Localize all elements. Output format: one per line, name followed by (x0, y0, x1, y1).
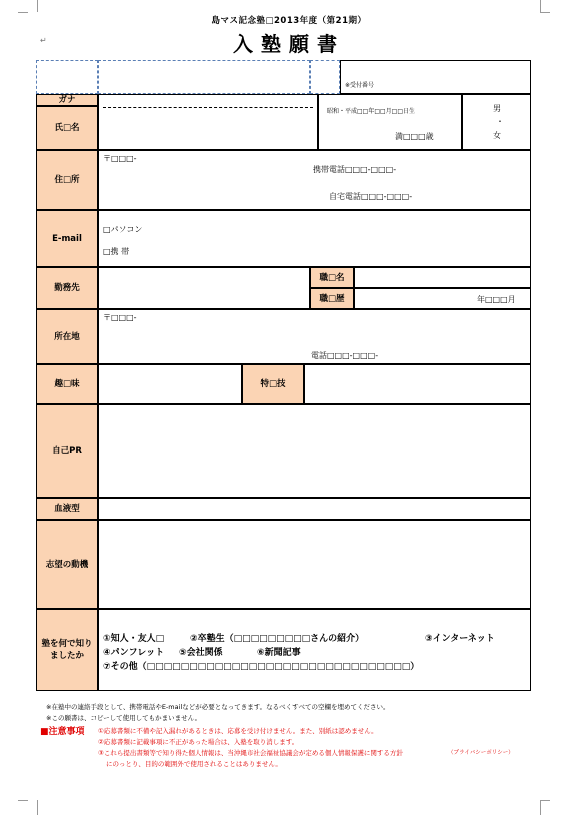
hobby-label: 趣□味 (36, 364, 98, 404)
name-field[interactable] (98, 94, 318, 150)
blood-type-label: 血液型 (36, 498, 98, 520)
location-field[interactable] (98, 309, 531, 364)
source-option-company[interactable]: ⑤会社関係 (179, 648, 223, 658)
name-label: 氏□名 (36, 106, 98, 150)
note-copy: ※この願書は、コピーして使用してもかまいません。 (46, 714, 202, 722)
source-option-newspaper[interactable]: ⑥新聞記事 (257, 648, 301, 658)
workplace-field[interactable] (98, 267, 310, 309)
career-label: 職□歴 (310, 288, 354, 309)
source-option-alumni[interactable]: ②卒塾生（□□□□□□□□□さんの紹介） (190, 634, 365, 644)
blank-box (98, 60, 310, 94)
crop-mark (28, 0, 38, 12)
position-field[interactable] (354, 267, 531, 288)
kana-divider (103, 107, 313, 108)
mobile-phone: 携帯電話□□□-□□□- (313, 165, 397, 174)
gender-male[interactable]: 男 (493, 104, 501, 113)
crop-mark (540, 0, 550, 12)
source-field[interactable] (98, 609, 531, 691)
blank-box (36, 60, 98, 94)
address-label: 住□所 (36, 150, 98, 210)
kana-label: ガナ (36, 94, 98, 106)
motive-field[interactable] (98, 520, 531, 609)
career-years: 年□□□月 (477, 295, 516, 304)
blood-type-field[interactable] (98, 498, 531, 520)
birth-date: 昭和・平成□□年□□月□□日生 (327, 108, 416, 115)
position-label: 職□名 (310, 267, 354, 288)
pr-field[interactable] (98, 404, 531, 498)
age: 満□□□歳 (395, 132, 434, 141)
source-option-internet[interactable]: ③インターネット (425, 634, 495, 644)
skill-field[interactable] (304, 364, 531, 404)
source-option-pamphlet[interactable]: ④パンフレット (103, 648, 165, 658)
workplace-label: 勤務先 (36, 267, 98, 309)
address-field[interactable] (98, 150, 531, 210)
document-title: 入塾願書 (233, 32, 345, 56)
blank-box (310, 60, 340, 94)
email-label: E-mail (36, 210, 98, 267)
location-phone: 電話□□□-□□□- (311, 351, 379, 360)
caution-2: ②応募書類に記載事項に不正があった場合は、入塾を取り消します。 (98, 738, 299, 746)
crop-mark (18, 800, 28, 810)
privacy-policy: （プライバシーポリシー） (448, 750, 514, 756)
email-mobile: □携 帯 (103, 247, 130, 256)
crop-mark (540, 800, 550, 810)
gender-female[interactable]: 女 (493, 131, 501, 140)
pr-label: 自己PR (36, 404, 98, 498)
skill-label: 特□技 (242, 364, 304, 404)
reception-number-label: ※受付番号 (345, 82, 375, 89)
address-postal: 〒□□□- (103, 154, 137, 163)
document-subtitle: 島マス記念塾□2013年度（第21期） (211, 16, 367, 26)
home-phone: 自宅電話□□□-□□□- (329, 192, 413, 201)
gender-separator: ・ (496, 117, 504, 126)
email-pc: □パソコン (103, 225, 143, 234)
source-option-friend[interactable]: ①知人・友人□ (103, 634, 165, 644)
caution-1: ①応募書類に不備や記入漏れがあるときは、応募を受け付けません。また、別紙は認めません。 (98, 727, 378, 735)
note-contact: ※在塾中の連絡手段として、携帯電話やE-mailなどが必要となってきます。なるべくすべての空欄を埋めてください。 (46, 703, 390, 711)
source-option-other[interactable]: ⑦その他（□□□□□□□□□□□□□□□□□□□□□□□□□□□□□□□） (103, 662, 420, 672)
return-mark: ↵ (40, 36, 47, 45)
crop-mark (28, 800, 38, 815)
career-field[interactable] (354, 288, 531, 309)
reception-number-box[interactable] (340, 60, 531, 94)
email-field[interactable] (98, 210, 531, 267)
hobby-field[interactable] (98, 364, 242, 404)
caution-3: ③これら提出書類等で知り得た個人情報は、当沖縄市社会福祉協議会が定める個人情報保護に関する方針 (98, 749, 403, 757)
gender-field[interactable] (462, 94, 531, 150)
location-postal: 〒□□□- (103, 313, 137, 322)
caution-4: にのっとり、目的の範囲外で使用されることはありません。 (106, 760, 282, 768)
location-label: 所在地 (36, 309, 98, 364)
motive-label: 志望の動機 (36, 520, 98, 609)
birth-age-field[interactable] (318, 94, 462, 150)
caution-heading: ■注意事項 (40, 727, 85, 737)
source-label: 塾を何で知りましたか (36, 609, 98, 691)
